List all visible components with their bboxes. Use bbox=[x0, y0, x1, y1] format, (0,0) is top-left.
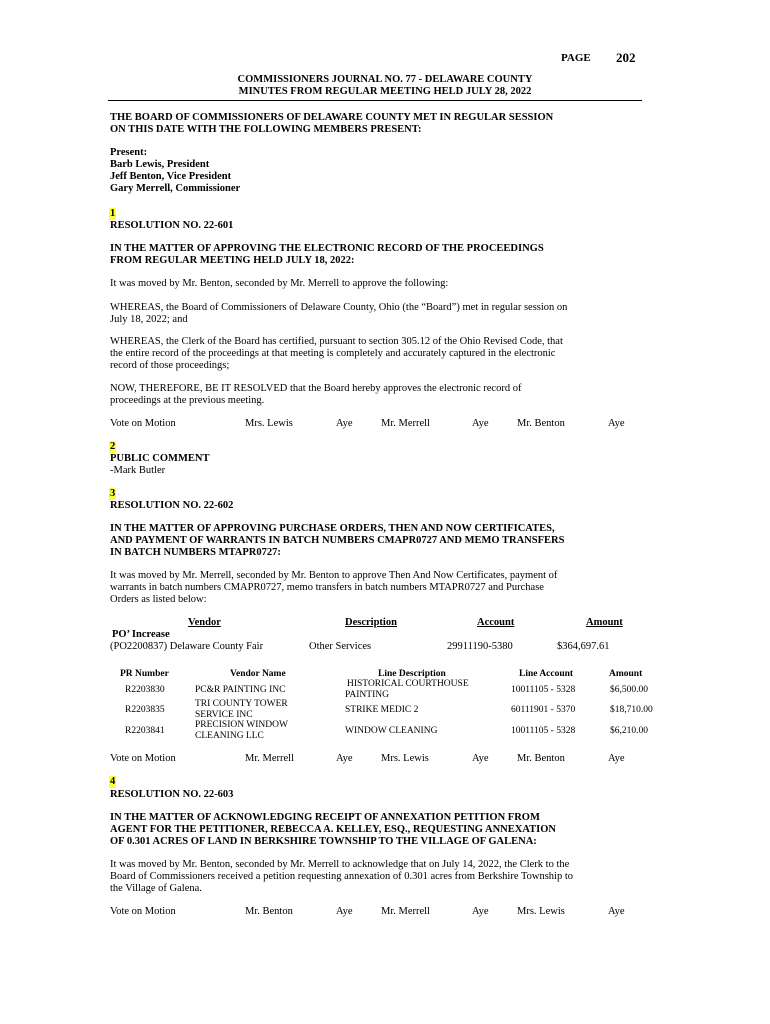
journal-subtitle: MINUTES FROM REGULAR MEETING HELD JULY 28, 2022 bbox=[238, 86, 532, 97]
vote-name-3: Mr. Benton bbox=[517, 753, 565, 764]
item3-moved-2: warrants in batch numbers CMAPR0727, memo transfers in batch numbers MTAPR0727 and Purchase bbox=[110, 582, 544, 593]
member-3: Gary Merrell, Commissioner bbox=[110, 183, 241, 194]
po-increase-label: PO’ Increase bbox=[112, 629, 170, 640]
pr-description: WINDOW CLEANING bbox=[345, 726, 438, 736]
pr-account: 60111901 - 5370 bbox=[511, 705, 576, 715]
vote-value-2: Aye bbox=[472, 418, 489, 429]
pr-vendor: PRECISION WINDOW bbox=[195, 720, 288, 730]
present-label: Present: bbox=[110, 147, 148, 158]
pr-vendor: TRI COUNTY TOWER bbox=[195, 699, 288, 709]
item3-title-2: AND PAYMENT OF WARRANTS IN BATCH NUMBERS CMAPR0727 AND MEMO TRANSFERS bbox=[110, 535, 565, 546]
vote-value-1: Aye bbox=[336, 906, 353, 917]
pr-account: 10011105 - 5328 bbox=[511, 685, 576, 695]
pr-header-account: Line Account bbox=[519, 669, 574, 679]
item3-title-1: IN THE MATTER OF APPROVING PURCHASE ORDERS, THEN AND NOW CERTIFICATES, bbox=[110, 523, 555, 534]
pr-vendor-cont: SERVICE INC bbox=[195, 710, 253, 720]
pr-account: 10011105 - 5328 bbox=[511, 726, 576, 736]
po-header-vendor: Vendor bbox=[188, 617, 221, 628]
intro-line-1: THE BOARD OF COMMISSIONERS OF DELAWARE COUNTY MET IN REGULAR SESSION bbox=[110, 112, 554, 123]
item1-title-2: FROM REGULAR MEETING HELD JULY 18, 2022: bbox=[110, 255, 355, 266]
po-amount: $364,697.61 bbox=[557, 641, 610, 652]
pr-header-amount: Amount bbox=[609, 669, 643, 679]
pr-header-description: Line Description bbox=[378, 669, 446, 679]
item1-moved: It was moved by Mr. Benton, seconded by Mr. Merrell to approve the following: bbox=[110, 278, 449, 289]
item-number-3: 3 bbox=[110, 488, 116, 499]
item1-now-2: proceedings at the previous meeting. bbox=[110, 395, 265, 406]
vote-name-1: Mr. Merrell bbox=[245, 753, 294, 764]
pr-number: R2203830 bbox=[125, 685, 165, 695]
header-rule bbox=[108, 100, 642, 101]
vote-name-3: Mrs. Lewis bbox=[517, 906, 565, 917]
journal-title: COMMISSIONERS JOURNAL NO. 77 - DELAWARE COUNTY bbox=[237, 74, 533, 85]
item4-title-3: OF 0.301 ACRES OF LAND IN BERKSHIRE TOWNSHIP TO THE VILLAGE OF GALENA: bbox=[110, 836, 537, 847]
pr-vendor: PC&R PAINTING INC bbox=[195, 685, 286, 695]
po-vendor: (PO2200837) Delaware County Fair bbox=[110, 641, 264, 652]
page-label: PAGE bbox=[561, 52, 591, 64]
vote-value-3: Aye bbox=[608, 753, 625, 764]
pr-vendor-cont: CLEANING LLC bbox=[195, 731, 264, 741]
vote-value-2: Aye bbox=[472, 906, 489, 917]
po-description: Other Services bbox=[309, 641, 372, 652]
vote-name-1: Mr. Benton bbox=[245, 906, 293, 917]
pr-number: R2203841 bbox=[125, 726, 165, 736]
pr-header-vendor: Vendor Name bbox=[230, 669, 286, 679]
pr-amount: $18,710.00 bbox=[610, 705, 653, 715]
po-header-description: Description bbox=[345, 617, 397, 628]
vote-value-1: Aye bbox=[336, 753, 353, 764]
item1-whereas2-1: WHEREAS, the Clerk of the Board has certified, pursuant to section 305.12 of the Ohio Revised Code, that bbox=[110, 336, 563, 347]
vote-name-1: Mrs. Lewis bbox=[245, 418, 293, 429]
member-2: Jeff Benton, Vice President bbox=[110, 171, 232, 182]
pr-header-number: PR Number bbox=[120, 669, 169, 679]
item4-title-2: AGENT FOR THE PETITIONER, REBECCA A. KELLEY, ESQ., REQUESTING ANNEXATION bbox=[110, 824, 556, 835]
vote-value-3: Aye bbox=[608, 418, 625, 429]
resolution-22-601: RESOLUTION NO. 22-601 bbox=[110, 220, 234, 231]
pr-description: HISTORICAL COURTHOUSE bbox=[347, 679, 469, 689]
vote-value-1: Aye bbox=[336, 418, 353, 429]
vote-value-2: Aye bbox=[472, 753, 489, 764]
page-number: 202 bbox=[616, 50, 636, 65]
vote-label: Vote on Motion bbox=[110, 418, 176, 429]
vote-label: Vote on Motion bbox=[110, 906, 176, 917]
vote-name-3: Mr. Benton bbox=[517, 418, 565, 429]
pr-amount: $6,500.00 bbox=[610, 685, 648, 695]
item-number-1: 1 bbox=[110, 208, 116, 219]
intro-line-2: ON THIS DATE WITH THE FOLLOWING MEMBERS PRESENT: bbox=[110, 124, 422, 135]
vote-name-2: Mrs. Lewis bbox=[381, 753, 429, 764]
vote-label: Vote on Motion bbox=[110, 753, 176, 764]
public-comment-title: PUBLIC COMMENT bbox=[110, 453, 210, 464]
resolution-22-602: RESOLUTION NO. 22-602 bbox=[110, 500, 234, 511]
pr-description: STRIKE MEDIC 2 bbox=[345, 705, 419, 715]
vote-name-2: Mr. Merrell bbox=[381, 906, 430, 917]
po-account: 29911190-5380 bbox=[447, 641, 513, 652]
item1-now-1: NOW, THEREFORE, BE IT RESOLVED that the Board hereby approves the electronic record of bbox=[110, 383, 522, 394]
pr-number: R2203835 bbox=[125, 705, 165, 715]
po-header-account: Account bbox=[477, 617, 515, 628]
item4-moved-3: the Village of Galena. bbox=[110, 883, 202, 894]
public-comment-speaker: -Mark Butler bbox=[110, 465, 166, 476]
item3-moved-1: It was moved by Mr. Merrell, seconded by Mr. Benton to approve Then And Now Certificates, payment of bbox=[110, 570, 558, 581]
item4-moved-2: Board of Commissioners received a petition requesting annexation of 0.301 acres from Berkshire Township to bbox=[110, 871, 574, 882]
item3-moved-3: Orders as listed below: bbox=[110, 594, 207, 605]
item-number-4: 4 bbox=[110, 776, 116, 787]
item-number-2: 2 bbox=[110, 441, 116, 452]
item1-whereas1-2: July 18, 2022; and bbox=[110, 314, 188, 325]
pr-description-cont: PAINTING bbox=[345, 690, 389, 700]
member-1: Barb Lewis, President bbox=[110, 159, 210, 170]
item1-whereas2-3: record of those proceedings; bbox=[110, 360, 230, 371]
vote-name-2: Mr. Merrell bbox=[381, 418, 430, 429]
resolution-22-603: RESOLUTION NO. 22-603 bbox=[110, 789, 234, 800]
po-header-amount: Amount bbox=[586, 617, 623, 628]
vote-value-3: Aye bbox=[608, 906, 625, 917]
item4-moved-1: It was moved by Mr. Benton, seconded by Mr. Merrell to acknowledge that on July 14, 2022, the Clerk to the bbox=[110, 859, 570, 870]
item1-whereas2-2: the entire record of the proceedings at that meeting is completely and accurately captured in the electronic bbox=[110, 348, 556, 359]
item4-title-1: IN THE MATTER OF ACKNOWLEDGING RECEIPT OF ANNEXATION PETITION FROM bbox=[110, 812, 540, 823]
item1-title-1: IN THE MATTER OF APPROVING THE ELECTRONIC RECORD OF THE PROCEEDINGS bbox=[110, 243, 544, 254]
pr-amount: $6,210.00 bbox=[610, 726, 648, 736]
item1-whereas1-1: WHEREAS, the Board of Commissioners of Delaware County, Ohio (the “Board”) met in regular session on bbox=[110, 302, 568, 313]
item3-title-3: IN BATCH NUMBERS MTAPR0727: bbox=[110, 547, 281, 558]
